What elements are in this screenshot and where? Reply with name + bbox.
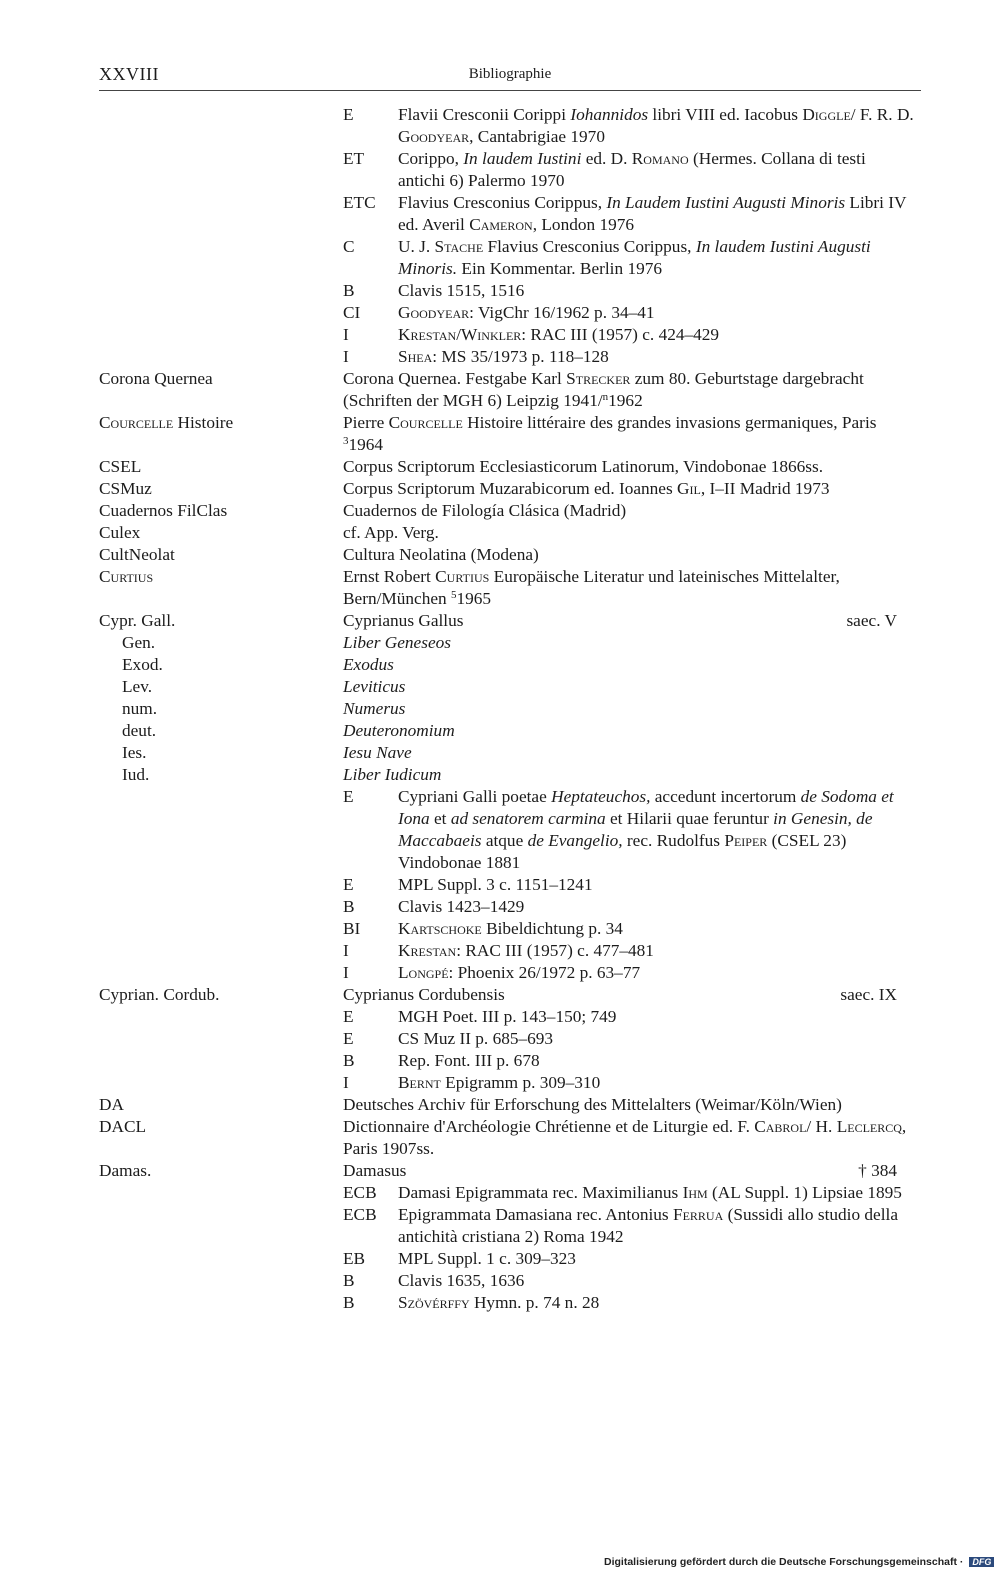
italic-title: In laudem Iustini — [463, 149, 582, 168]
date-note: saec. V — [846, 611, 897, 630]
text-run: MPL Suppl. 3 c. 1151–1241 — [398, 875, 593, 894]
author-name: Cabrol/ — [754, 1117, 812, 1136]
reference-text — [398, 896, 921, 918]
author-heading — [343, 1160, 406, 1182]
text-run: Rep. Font. III p. 678 — [398, 1051, 540, 1070]
reference-text — [398, 302, 921, 324]
bibliography-entry — [99, 500, 921, 522]
reference-text — [398, 346, 921, 368]
text-run: F. R. D. — [855, 105, 914, 124]
bibliography-entry — [99, 632, 921, 654]
italic-title: ad senatorem carmina — [450, 809, 606, 828]
page-number: XXVIII — [99, 64, 159, 84]
italic-title: Deuteronomium — [343, 721, 455, 740]
italic-title: in Genesin, de Maccabaeis — [398, 809, 873, 850]
reference-text — [398, 1270, 921, 1292]
text-run: MS 35/1973 p. 118–128 — [437, 347, 609, 366]
entry-text — [343, 412, 921, 456]
reference-text — [398, 192, 921, 236]
reference-text — [398, 1050, 921, 1072]
author-name: Krestan: — [398, 941, 461, 960]
reference-type-code: ECB — [343, 1183, 377, 1202]
text-run: Flavius Cresconius Corippus, — [398, 193, 607, 212]
text-run: cf. App. Verg. — [343, 523, 439, 542]
author-name: Gil, — [677, 479, 706, 498]
text-run: London 1976 — [537, 215, 635, 234]
reference-text — [398, 280, 921, 302]
bibliography-entry — [99, 544, 921, 566]
entry-text — [343, 632, 921, 654]
text-run: I–II Madrid 1973 — [705, 479, 830, 498]
author-name: Courcelle — [388, 413, 463, 432]
text-run: Cuadernos de Filología Clásica (Madrid) — [343, 501, 627, 520]
edition-superscript: n — [602, 391, 609, 403]
text-run: Clavis 1635, 1636 — [398, 1271, 525, 1290]
italic-title: In laudem Iustini Augusti Minoris. — [398, 237, 871, 278]
text-run: Corpus Scriptorum Ecclesiasticorum Latinorum, Vindobonae 1866ss. — [343, 457, 824, 476]
text-run: Flavii Cresconii Corippi — [398, 105, 571, 124]
author-name: Romano — [631, 149, 689, 168]
reference-type-code: E — [343, 1029, 354, 1048]
reference-type-code: I — [343, 1073, 349, 1092]
text-run: VigChr 16/1962 p. 34–41 — [473, 303, 655, 322]
abbreviation-label: Culex — [99, 523, 141, 542]
footer-text: Digitalisierung gefördert durch die Deutsche Forschungsgemeinschaft — [604, 1556, 957, 1568]
entry-text — [343, 368, 921, 412]
edition-superscript: 5 — [450, 589, 457, 601]
entry-text — [343, 1094, 921, 1116]
text-run: Corona Quernea. Festgabe Karl — [343, 369, 567, 388]
text-run: Cyprianus Gallus — [343, 611, 464, 630]
reference-line — [99, 236, 921, 280]
reference-line — [99, 1292, 921, 1314]
reference-type-code: I — [343, 941, 349, 960]
entry-text — [343, 610, 921, 632]
author-name: Courcelle — [99, 413, 174, 432]
text-run: Damasus — [343, 1161, 407, 1180]
italic-title: Numerus — [343, 699, 406, 718]
reference-type-code: I — [343, 325, 349, 344]
reference-type-code: B — [343, 281, 355, 300]
text-run: libri VIII ed. Iacobus — [648, 105, 803, 124]
author-heading — [343, 984, 505, 1006]
entry-text — [343, 566, 921, 610]
italic-title: de Evangelio, — [527, 831, 623, 850]
date-note: † 384 — [858, 1161, 897, 1180]
italic-title: In Laudem Iustini Augusti Minoris — [606, 193, 846, 212]
author-name: Curtius — [435, 567, 490, 586]
reference-type-code: BI — [343, 919, 361, 938]
text-run: 1965 — [456, 589, 492, 608]
dfg-logo: DFG — [969, 1557, 994, 1567]
entry-text — [343, 478, 921, 500]
entry-text — [343, 764, 921, 786]
abbreviation-label: Exod. — [122, 655, 163, 674]
author-name: Kartschoke — [398, 919, 482, 938]
reference-line — [99, 1182, 921, 1204]
text-run: Damasi Epigrammata rec. Maximilianus — [398, 1183, 683, 1202]
bibliography-entry — [99, 456, 921, 478]
abbreviation-label: Cypr. Gall. — [99, 611, 176, 630]
bibliography-entry — [99, 1116, 921, 1160]
entry-text — [343, 500, 921, 522]
reference-type-code: B — [343, 1293, 355, 1312]
text-run: Hymn. p. 74 n. 28 — [469, 1293, 600, 1312]
reference-line — [99, 1050, 921, 1072]
text-run: Corpus Scriptorum Muzarabicorum ed. Ioannes — [343, 479, 678, 498]
text-run: Clavis 1423–1429 — [398, 897, 525, 916]
reference-type-code: C — [343, 237, 355, 256]
reference-text — [398, 1248, 921, 1270]
entry-text — [343, 720, 921, 742]
reference-line — [99, 918, 921, 940]
reference-line — [99, 104, 921, 148]
text-run: (AL Suppl. 1) Lipsiae 1895 — [707, 1183, 902, 1202]
text-run: Deutsches Archiv für Erforschung des Mittelalters (Weimar/Köln/Wien) — [343, 1095, 842, 1114]
reference-line — [99, 896, 921, 918]
text-run: Epigrammata Damasiana rec. Antonius — [398, 1205, 673, 1224]
entry-text — [343, 698, 921, 720]
text-run: Phoenix 26/1972 p. 63–77 — [453, 963, 641, 982]
text-run: Cultura Neolatina (Modena) — [343, 545, 539, 564]
text-run: atque — [481, 831, 528, 850]
author-name: Leclercq, — [836, 1117, 907, 1136]
text-run: RAC III (1957) c. 477–481 — [461, 941, 654, 960]
text-run: (Sussidi allo studio della antichità cristiana 2) Roma 1942 — [398, 1205, 898, 1246]
text-run: et Hilarii quae feruntur — [605, 809, 774, 828]
entry-text — [343, 1116, 921, 1160]
bibliography-entry — [99, 720, 921, 742]
reference-type-code: I — [343, 347, 349, 366]
abbreviation-label: Corona Quernea — [99, 369, 213, 388]
entry-text — [343, 1160, 921, 1182]
abbreviation-label — [99, 412, 233, 434]
running-title: Bibliographie — [468, 66, 552, 82]
text-run: Ein Kommentar. Berlin 1976 — [457, 259, 663, 278]
reference-line — [99, 148, 921, 192]
reference-type-code: ETC — [343, 193, 376, 212]
text-run: MPL Suppl. 1 c. 309–323 — [398, 1249, 576, 1268]
reference-line — [99, 1270, 921, 1292]
abbreviation-label — [99, 566, 153, 588]
text-run: Ernst Robert — [343, 567, 436, 586]
bibliography-entry — [99, 412, 921, 456]
reference-type-code: E — [343, 875, 354, 894]
author-name: Curtius — [99, 567, 154, 586]
reference-line — [99, 1006, 921, 1028]
italic-title: Liber Geneseos — [343, 633, 451, 652]
bibliography-entry — [99, 698, 921, 720]
reference-text — [398, 1072, 921, 1094]
reference-type-code: B — [343, 1271, 355, 1290]
text-run: accedunt incertorum — [650, 787, 801, 806]
text-run: zum 80. Geburtstage dargebracht (Schriften der MGH 6) Leipzig 1941/ — [343, 369, 864, 410]
reference-line — [99, 302, 921, 324]
bibliography-entry — [99, 654, 921, 676]
reference-type-code: ET — [343, 149, 365, 168]
reference-type-code: EB — [343, 1249, 366, 1268]
bibliography-entry — [99, 742, 921, 764]
text-run: rec. Rudolfus — [622, 831, 725, 850]
abbreviation-label: Cyprian. Cordub. — [99, 985, 220, 1004]
text-run: Dictionnaire d'Archéologie Chrétienne et de Liturgie ed. F. — [343, 1117, 755, 1136]
text-run: Corippo, — [398, 149, 464, 168]
italic-title: Exodus — [343, 655, 394, 674]
reference-line — [99, 1248, 921, 1270]
reference-text — [398, 1204, 921, 1248]
bibliography-entry — [99, 610, 921, 632]
italic-title: de Sodoma et Iona — [398, 787, 894, 828]
abbreviation-label: Ies. — [122, 743, 147, 762]
entry-text — [343, 654, 921, 676]
reference-line — [99, 786, 921, 874]
text-run: Histoire littéraire des grandes invasions germaniques, Paris — [462, 413, 877, 432]
entry-text — [343, 522, 921, 544]
reference-line — [99, 874, 921, 896]
entry-text — [343, 742, 921, 764]
reference-type-code: B — [343, 897, 355, 916]
reference-type-code: E — [343, 787, 354, 806]
text-run: 1962 — [608, 391, 643, 410]
text-run: Europäische Literatur und lateinisches Mittelalter, Bern/München — [343, 567, 840, 608]
reference-line — [99, 324, 921, 346]
author-name: Longpé: — [398, 963, 454, 982]
reference-type-code: B — [343, 1051, 355, 1070]
page-header — [99, 64, 921, 91]
italic-title: Heptateuchos, — [551, 787, 651, 806]
text-run: (CSEL 23) Vindobonae 1881 — [398, 831, 847, 872]
reference-text — [398, 324, 921, 346]
text-run: Cantabrigiae 1970 — [473, 127, 605, 146]
reference-line — [99, 346, 921, 368]
funding-footer: Digitalisierung gefördert durch die Deutsche Forschungsgemeinschaft · DFG — [604, 1556, 994, 1568]
italic-title: Iesu Nave — [343, 743, 412, 762]
abbreviation-label: deut. — [122, 721, 157, 740]
abbreviation-label: Damas. — [99, 1161, 152, 1180]
author-name: Krestan/Winkler: — [398, 325, 527, 344]
entry-text — [343, 456, 921, 478]
text-run: Bibeldichtung p. 34 — [481, 919, 623, 938]
entry-text — [343, 984, 921, 1006]
abbreviation-label: num. — [122, 699, 158, 718]
author-name: Stache — [434, 237, 484, 256]
reference-type-code: ECB — [343, 1205, 377, 1224]
reference-line — [99, 940, 921, 962]
edition-superscript: 3 — [343, 435, 349, 447]
reference-text — [398, 1182, 921, 1204]
text-run: CS Muz II p. 685–693 — [398, 1029, 554, 1048]
author-name: Diggle/ — [802, 105, 856, 124]
text-run: ed. D. — [581, 149, 632, 168]
reference-text — [398, 918, 921, 940]
bibliography-list — [99, 104, 921, 1314]
author-name: Szövérffy — [398, 1293, 470, 1312]
text-run: 1964 — [348, 435, 384, 454]
author-name: Strecker — [566, 369, 631, 388]
bibliography-entry — [99, 676, 921, 698]
author-name: Goodyear: — [398, 303, 474, 322]
text-run: Clavis 1515, 1516 — [398, 281, 525, 300]
entry-text — [343, 544, 921, 566]
text-run: Cyprianus Cordubensis — [343, 985, 505, 1004]
text-run: Pierre — [343, 413, 389, 432]
reference-text — [398, 962, 921, 984]
abbreviation-label: CultNeolat — [99, 545, 175, 564]
text-run: H. — [811, 1117, 837, 1136]
author-name: Peiper — [724, 831, 768, 850]
reference-text — [398, 940, 921, 962]
author-name: Ferrua — [672, 1205, 724, 1224]
reference-type-code: E — [343, 105, 354, 124]
abbreviation-label: Cuadernos FilClas — [99, 501, 228, 520]
text-run: Flavius Cresconius Corippus, — [483, 237, 696, 256]
reference-type-code: I — [343, 963, 349, 982]
italic-title: Leviticus — [343, 677, 406, 696]
reference-text — [398, 104, 921, 148]
bibliography-entry — [99, 1094, 921, 1116]
bibliography-entry — [99, 566, 921, 610]
reference-type-code: CI — [343, 303, 361, 322]
italic-title: Iohannidos — [570, 105, 649, 124]
text-run: Libri IV ed. Averil — [398, 193, 907, 234]
abbreviation-label: Lev. — [122, 677, 153, 696]
bibliography-entry — [99, 984, 921, 1006]
bibliography-entry — [99, 764, 921, 786]
text-run: et — [429, 809, 451, 828]
reference-text — [398, 786, 921, 874]
abbreviation-label: DACL — [99, 1117, 147, 1136]
reference-line — [99, 962, 921, 984]
text-run: Paris 1907ss. — [343, 1139, 435, 1158]
abbreviation-label: Gen. — [122, 633, 156, 652]
reference-text — [398, 1292, 921, 1314]
text-run: Cypriani Galli poetae — [398, 787, 552, 806]
text-run: RAC III (1957) c. 424–429 — [526, 325, 720, 344]
entry-text — [343, 676, 921, 698]
abbreviation-label: CSEL — [99, 457, 142, 476]
reference-line — [99, 192, 921, 236]
text-run: MGH Poet. III p. 143–150; 749 — [398, 1007, 617, 1026]
reference-line — [99, 1072, 921, 1094]
text-run: U. J. — [398, 237, 435, 256]
reference-text — [398, 1006, 921, 1028]
author-name: Bernt — [398, 1073, 441, 1092]
abbreviation-label: CSMuz — [99, 479, 152, 498]
bibliography-entry — [99, 478, 921, 500]
author-name: Cameron, — [469, 215, 538, 234]
reference-type-code: E — [343, 1007, 354, 1026]
text-run: (Hermes. Collana di testi antichi 6) Palermo 1970 — [398, 149, 866, 190]
reference-text — [398, 148, 921, 192]
author-name: Ihm — [682, 1183, 708, 1202]
abbreviation-label: DA — [99, 1095, 124, 1114]
author-heading — [343, 610, 463, 632]
reference-text — [398, 236, 921, 280]
author-name: Goodyear, — [398, 127, 474, 146]
text-run: Histoire — [173, 413, 234, 432]
bibliography-entry — [99, 368, 921, 412]
reference-text — [398, 874, 921, 896]
author-name: Shea: — [398, 347, 438, 366]
reference-line — [99, 280, 921, 302]
reference-text — [398, 1028, 921, 1050]
italic-title: Liber Iudicum — [343, 765, 442, 784]
reference-line — [99, 1204, 921, 1248]
date-note: saec. IX — [840, 985, 897, 1004]
text-run: Epigramm p. 309–310 — [440, 1073, 601, 1092]
reference-line — [99, 1028, 921, 1050]
bibliography-entry — [99, 1160, 921, 1182]
bibliography-entry — [99, 522, 921, 544]
abbreviation-label: Iud. — [122, 765, 150, 784]
